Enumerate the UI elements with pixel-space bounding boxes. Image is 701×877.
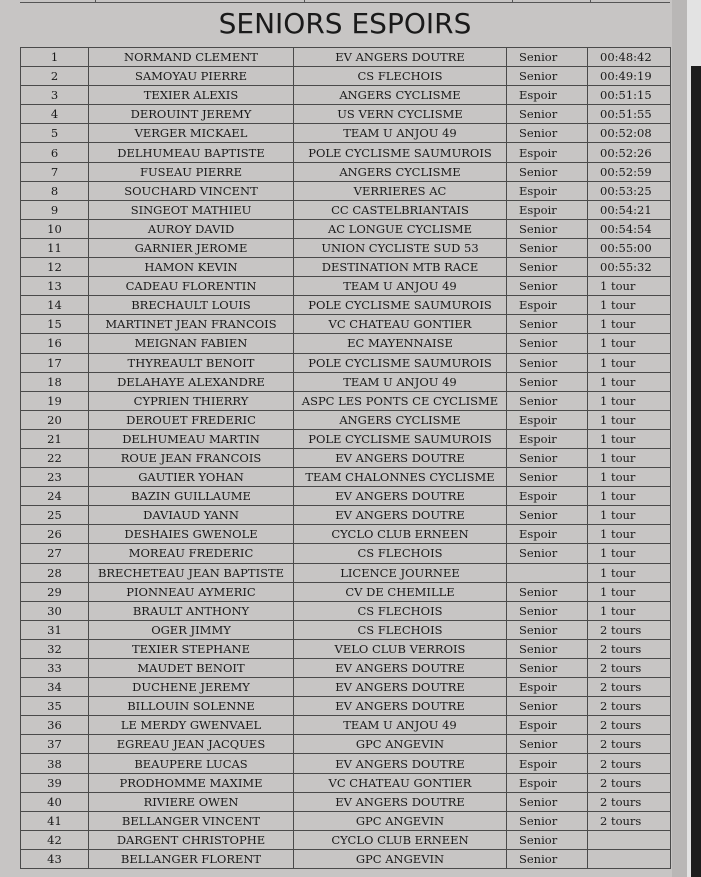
club-cell: EV ANGERS DOUTRE [294, 792, 507, 811]
time-cell: 2 tours [588, 697, 671, 716]
club-cell: TEAM CHALONNES CYCLISME [294, 468, 507, 487]
category-cell: Senior [507, 639, 588, 658]
club-cell: TEAM U ANJOU 49 [294, 716, 507, 735]
time-cell: 2 tours [588, 716, 671, 735]
club-cell: DESTINATION MTB RACE [294, 258, 507, 277]
time-cell: 1 tour [588, 506, 671, 525]
category-cell: Senior [507, 506, 588, 525]
rank-cell: 16 [21, 334, 89, 353]
rank-cell: 33 [21, 659, 89, 678]
rank-cell: 21 [21, 429, 89, 448]
table-row [21, 353, 671, 372]
time-cell: 1 tour [588, 544, 671, 563]
rank-cell: 9 [21, 200, 89, 219]
table-row [21, 162, 671, 181]
table-row [21, 181, 671, 200]
rider-name-cell: GAUTIER YOHAN [89, 468, 294, 487]
rider-name-cell: DUCHENE JEREMY [89, 678, 294, 697]
table-row [21, 315, 671, 334]
rank-cell: 15 [21, 315, 89, 334]
club-cell: POLE CYCLISME SAUMUROIS [294, 353, 507, 372]
time-cell: 1 tour [588, 296, 671, 315]
rider-name-cell: DAVIAUD YANN [89, 506, 294, 525]
table-row [21, 678, 671, 697]
table-row [21, 238, 671, 257]
table-row [21, 372, 671, 391]
category-cell: Espoir [507, 487, 588, 506]
results-table [20, 47, 671, 869]
rank-cell: 32 [21, 639, 89, 658]
rank-cell: 2 [21, 67, 89, 86]
table-row [21, 334, 671, 353]
category-cell: Senior [507, 67, 588, 86]
club-cell: GPC ANGEVIN [294, 849, 507, 868]
club-cell: EV ANGERS DOUTRE [294, 506, 507, 525]
category-cell: Senior [507, 48, 588, 67]
time-cell: 1 tour [588, 487, 671, 506]
time-cell: 00:52:59 [588, 162, 671, 181]
rank-cell: 8 [21, 181, 89, 200]
rank-cell: 40 [21, 792, 89, 811]
table-row [21, 200, 671, 219]
rank-cell: 39 [21, 773, 89, 792]
rank-cell: 37 [21, 735, 89, 754]
scrollbar-thumb[interactable] [691, 66, 701, 877]
rank-cell: 1 [21, 48, 89, 67]
rank-cell: 29 [21, 582, 89, 601]
rider-name-cell: BRECHAULT LOUIS [89, 296, 294, 315]
rider-name-cell: THYREAULT BENOIT [89, 353, 294, 372]
table-row [21, 620, 671, 639]
time-cell: 2 tours [588, 773, 671, 792]
rider-name-cell: NORMAND CLEMENT [89, 48, 294, 67]
rank-cell: 25 [21, 506, 89, 525]
category-cell: Espoir [507, 181, 588, 200]
rider-name-cell: MAUDET BENOIT [89, 659, 294, 678]
top-border-tick [590, 0, 591, 3]
rank-cell: 24 [21, 487, 89, 506]
rider-name-cell: SAMOYAU PIERRE [89, 67, 294, 86]
rank-cell: 7 [21, 162, 89, 181]
rider-name-cell: RIVIERE OWEN [89, 792, 294, 811]
time-cell: 00:55:00 [588, 238, 671, 257]
rank-cell: 10 [21, 219, 89, 238]
category-cell: Senior [507, 601, 588, 620]
category-cell: Senior [507, 811, 588, 830]
category-cell: Senior [507, 582, 588, 601]
club-cell: TEAM U ANJOU 49 [294, 124, 507, 143]
club-cell: ASPC LES PONTS CE CYCLISME [294, 391, 507, 410]
rank-cell: 23 [21, 468, 89, 487]
club-cell: CS FLECHOIS [294, 620, 507, 639]
club-cell: CS FLECHOIS [294, 601, 507, 620]
time-cell: 1 tour [588, 525, 671, 544]
table-row [21, 754, 671, 773]
table-row [21, 143, 671, 162]
rank-cell: 4 [21, 105, 89, 124]
club-cell: GPC ANGEVIN [294, 811, 507, 830]
category-cell: Senior [507, 659, 588, 678]
club-cell: CS FLECHOIS [294, 544, 507, 563]
time-cell: 00:54:21 [588, 200, 671, 219]
club-cell: EV ANGERS DOUTRE [294, 487, 507, 506]
time-cell: 1 tour [588, 353, 671, 372]
rider-name-cell: BEAUPERE LUCAS [89, 754, 294, 773]
time-cell: 1 tour [588, 601, 671, 620]
rider-name-cell: VERGER MICKAEL [89, 124, 294, 143]
table-row [21, 811, 671, 830]
table-row [21, 601, 671, 620]
rider-name-cell: SOUCHARD VINCENT [89, 181, 294, 200]
category-cell: Senior [507, 448, 588, 467]
club-cell: EV ANGERS DOUTRE [294, 754, 507, 773]
club-cell: EC MAYENNAISE [294, 334, 507, 353]
table-row [21, 468, 671, 487]
rider-name-cell: BRAULT ANTHONY [89, 601, 294, 620]
rank-cell: 13 [21, 277, 89, 296]
rank-cell: 34 [21, 678, 89, 697]
category-cell: Espoir [507, 754, 588, 773]
rider-name-cell: EGREAU JEAN JACQUES [89, 735, 294, 754]
club-cell: ANGERS CYCLISME [294, 162, 507, 181]
table-row [21, 296, 671, 315]
club-cell: TEAM U ANJOU 49 [294, 277, 507, 296]
rider-name-cell: TEXIER STEPHANE [89, 639, 294, 658]
page-title: SENIORS ESPOIRS [218, 7, 472, 40]
club-cell: EV ANGERS DOUTRE [294, 678, 507, 697]
rider-name-cell: DARGENT CHRISTOPHE [89, 830, 294, 849]
category-cell: Senior [507, 334, 588, 353]
time-cell: 00:55:32 [588, 258, 671, 277]
category-cell: Senior [507, 735, 588, 754]
results-table-body [21, 48, 671, 869]
rank-cell: 35 [21, 697, 89, 716]
rider-name-cell: PRODHOMME MAXIME [89, 773, 294, 792]
category-cell: Senior [507, 849, 588, 868]
rider-name-cell: BELLANGER VINCENT [89, 811, 294, 830]
rank-cell: 20 [21, 410, 89, 429]
rank-cell: 22 [21, 448, 89, 467]
rider-name-cell: GARNIER JEROME [89, 238, 294, 257]
club-cell: CYCLO CLUB ERNEEN [294, 525, 507, 544]
category-cell: Senior [507, 391, 588, 410]
table-row [21, 410, 671, 429]
rider-name-cell: BELLANGER FLORENT [89, 849, 294, 868]
time-cell: 2 tours [588, 678, 671, 697]
category-cell [507, 563, 588, 582]
rider-name-cell: BAZIN GUILLAUME [89, 487, 294, 506]
table-row [21, 735, 671, 754]
time-cell: 00:52:26 [588, 143, 671, 162]
rider-name-cell: MEIGNAN FABIEN [89, 334, 294, 353]
time-cell: 1 tour [588, 334, 671, 353]
rider-name-cell: DESHAIES GWENOLE [89, 525, 294, 544]
club-cell: UNION CYCLISTE SUD 53 [294, 238, 507, 257]
rider-name-cell: BRECHETEAU JEAN BAPTISTE [89, 563, 294, 582]
rider-name-cell: OGER JIMMY [89, 620, 294, 639]
time-cell: 00:49:19 [588, 67, 671, 86]
table-row [21, 659, 671, 678]
rider-name-cell: HAMON KEVIN [89, 258, 294, 277]
table-row [21, 48, 671, 67]
time-cell [588, 849, 671, 868]
rider-name-cell: DELAHAYE ALEXANDRE [89, 372, 294, 391]
rank-cell: 31 [21, 620, 89, 639]
rider-name-cell: CADEAU FLORENTIN [89, 277, 294, 296]
time-cell: 2 tours [588, 792, 671, 811]
time-cell: 1 tour [588, 429, 671, 448]
rank-cell: 11 [21, 238, 89, 257]
rider-name-cell: CYPRIEN THIERRY [89, 391, 294, 410]
category-cell: Senior [507, 544, 588, 563]
table-row [21, 830, 671, 849]
category-cell: Espoir [507, 86, 588, 105]
category-cell: Espoir [507, 716, 588, 735]
time-cell: 1 tour [588, 563, 671, 582]
time-cell: 00:48:42 [588, 48, 671, 67]
table-row [21, 487, 671, 506]
table-row [21, 219, 671, 238]
club-cell: CV DE CHEMILLE [294, 582, 507, 601]
table-row [21, 277, 671, 296]
rank-cell: 26 [21, 525, 89, 544]
rank-cell: 18 [21, 372, 89, 391]
time-cell: 00:51:55 [588, 105, 671, 124]
category-cell: Senior [507, 468, 588, 487]
category-cell: Senior [507, 124, 588, 143]
time-cell: 2 tours [588, 811, 671, 830]
category-cell: Senior [507, 697, 588, 716]
table-row [21, 86, 671, 105]
rider-name-cell: AUROY DAVID [89, 219, 294, 238]
rider-name-cell: TEXIER ALEXIS [89, 86, 294, 105]
club-cell: US VERN CYCLISME [294, 105, 507, 124]
club-cell: EV ANGERS DOUTRE [294, 448, 507, 467]
time-cell: 1 tour [588, 582, 671, 601]
category-cell: Senior [507, 238, 588, 257]
time-cell: 1 tour [588, 448, 671, 467]
rank-cell: 42 [21, 830, 89, 849]
table-row [21, 124, 671, 143]
table-row [21, 849, 671, 868]
category-cell: Senior [507, 258, 588, 277]
time-cell: 1 tour [588, 315, 671, 334]
table-row [21, 697, 671, 716]
rider-name-cell: ROUE JEAN FRANCOIS [89, 448, 294, 467]
club-cell: ANGERS CYCLISME [294, 410, 507, 429]
club-cell: ANGERS CYCLISME [294, 86, 507, 105]
category-cell: Espoir [507, 773, 588, 792]
club-cell: POLE CYCLISME SAUMUROIS [294, 429, 507, 448]
club-cell: VC CHATEAU GONTIER [294, 773, 507, 792]
club-cell: CS FLECHOIS [294, 67, 507, 86]
category-cell: Espoir [507, 296, 588, 315]
time-cell [588, 830, 671, 849]
club-cell: VC CHATEAU GONTIER [294, 315, 507, 334]
category-cell: Senior [507, 830, 588, 849]
category-cell: Espoir [507, 410, 588, 429]
rank-cell: 5 [21, 124, 89, 143]
club-cell: AC LONGUE CYCLISME [294, 219, 507, 238]
category-cell: Senior [507, 162, 588, 181]
club-cell: EV ANGERS DOUTRE [294, 48, 507, 67]
category-cell: Senior [507, 277, 588, 296]
club-cell: LICENCE JOURNEE [294, 563, 507, 582]
time-cell: 1 tour [588, 277, 671, 296]
table-row [21, 525, 671, 544]
table-row [21, 105, 671, 124]
table-row [21, 582, 671, 601]
rank-cell: 6 [21, 143, 89, 162]
table-row [21, 506, 671, 525]
rank-cell: 12 [21, 258, 89, 277]
category-cell: Espoir [507, 678, 588, 697]
rank-cell: 30 [21, 601, 89, 620]
time-cell: 2 tours [588, 620, 671, 639]
time-cell: 2 tours [588, 639, 671, 658]
top-border-tick [512, 0, 513, 3]
rider-name-cell: MOREAU FREDERIC [89, 544, 294, 563]
rider-name-cell: FUSEAU PIERRE [89, 162, 294, 181]
rank-cell: 36 [21, 716, 89, 735]
table-row [21, 67, 671, 86]
time-cell: 2 tours [588, 754, 671, 773]
category-cell: Senior [507, 792, 588, 811]
category-cell: Senior [507, 372, 588, 391]
club-cell: POLE CYCLISME SAUMUROIS [294, 296, 507, 315]
table-row [21, 639, 671, 658]
time-cell: 1 tour [588, 468, 671, 487]
rider-name-cell: MARTINET JEAN FRANCOIS [89, 315, 294, 334]
club-cell: VERRIERES AC [294, 181, 507, 200]
rank-cell: 41 [21, 811, 89, 830]
table-row [21, 544, 671, 563]
club-cell: CC CASTELBRIANTAIS [294, 200, 507, 219]
rider-name-cell: DEROUINT JEREMY [89, 105, 294, 124]
club-cell: GPC ANGEVIN [294, 735, 507, 754]
rider-name-cell: PIONNEAU AYMERIC [89, 582, 294, 601]
time-cell: 00:54:54 [588, 219, 671, 238]
top-border [20, 0, 670, 3]
club-cell: CYCLO CLUB ERNEEN [294, 830, 507, 849]
rider-name-cell: DELHUMEAU MARTIN [89, 429, 294, 448]
time-cell: 2 tours [588, 735, 671, 754]
rank-cell: 38 [21, 754, 89, 773]
table-row [21, 773, 671, 792]
rider-name-cell: DEROUET FREDERIC [89, 410, 294, 429]
table-row [21, 258, 671, 277]
rider-name-cell: LE MERDY GWENVAEL [89, 716, 294, 735]
time-cell: 00:51:15 [588, 86, 671, 105]
club-cell: VELO CLUB VERROIS [294, 639, 507, 658]
rank-cell: 43 [21, 849, 89, 868]
time-cell: 00:52:08 [588, 124, 671, 143]
rider-name-cell: DELHUMEAU BAPTISTE [89, 143, 294, 162]
time-cell: 1 tour [588, 391, 671, 410]
club-cell: EV ANGERS DOUTRE [294, 697, 507, 716]
time-cell: 1 tour [588, 372, 671, 391]
table-row [21, 716, 671, 735]
rank-cell: 14 [21, 296, 89, 315]
category-cell: Espoir [507, 143, 588, 162]
table-row [21, 429, 671, 448]
category-cell: Senior [507, 105, 588, 124]
category-cell: Espoir [507, 429, 588, 448]
top-border-tick [95, 0, 96, 3]
rank-cell: 27 [21, 544, 89, 563]
rank-cell: 19 [21, 391, 89, 410]
category-cell: Senior [507, 353, 588, 372]
time-cell: 1 tour [588, 410, 671, 429]
table-row [21, 391, 671, 410]
rank-cell: 28 [21, 563, 89, 582]
category-cell: Espoir [507, 200, 588, 219]
rider-name-cell: BILLOUIN SOLENNE [89, 697, 294, 716]
category-cell: Senior [507, 620, 588, 639]
time-cell: 00:53:25 [588, 181, 671, 200]
table-row [21, 792, 671, 811]
category-cell: Senior [507, 315, 588, 334]
rank-cell: 17 [21, 353, 89, 372]
category-cell: Espoir [507, 525, 588, 544]
club-cell: POLE CYCLISME SAUMUROIS [294, 143, 507, 162]
club-cell: EV ANGERS DOUTRE [294, 659, 507, 678]
rank-cell: 3 [21, 86, 89, 105]
time-cell: 2 tours [588, 659, 671, 678]
top-border-tick [304, 0, 305, 3]
table-row [21, 448, 671, 467]
table-row [21, 563, 671, 582]
club-cell: TEAM U ANJOU 49 [294, 372, 507, 391]
rider-name-cell: SINGEOT MATHIEU [89, 200, 294, 219]
category-cell: Senior [507, 219, 588, 238]
